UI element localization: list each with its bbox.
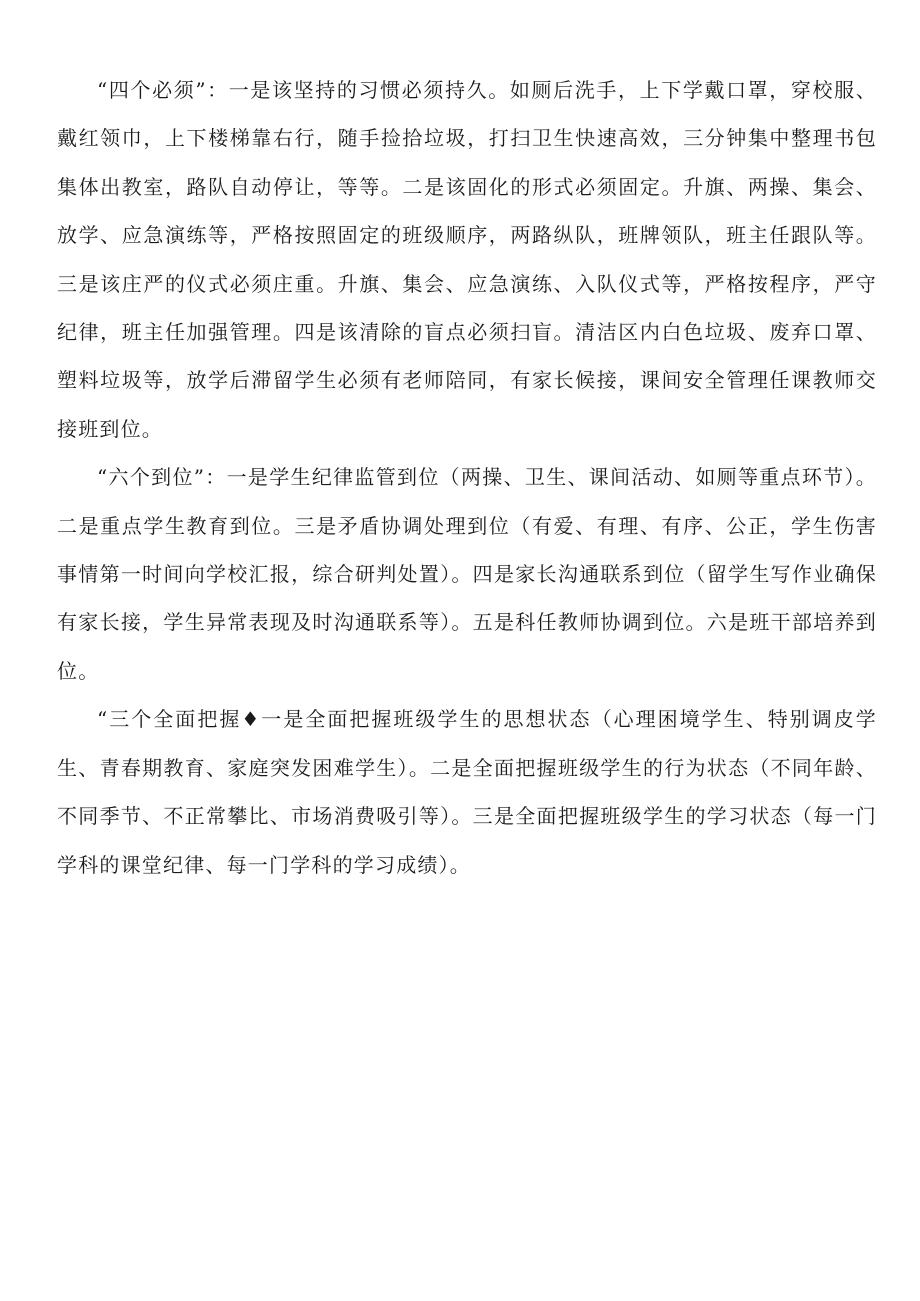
paragraph-four-musts: “四个必须”：一是该坚持的习惯必须持久。如厕后洗手，上下学戴口罩，穿校服、戴红领巾，上下楼梯靠右行，随手捡拾垃圾，打扫卫生快速高效，三分钟集中整理书包集体出教室，路队自动停让，等等。二是该固化的形式必须固定。升旗、两操、集会、放学、应急演练等，严格按照固定的班级顺序，两路纵队，班牌领队，班主任跟队等。三是该庄严的仪式必须庄重。升旗、集会、应急演练、入队仪式等，严格按程序，严守纪律，班主任加强管理。四是该清除的盲点必须扫盲。清洁区内白色垃圾、废弃口罩、塑料垃圾等，放学后滞留学生必须有老师陪同，有家长候接，课间安全管理任课教师交接班到位。	[57, 78, 877, 441]
document-body	[57, 66, 877, 889]
paragraph-six-in-place: “六个到位”：一是学生纪律监管到位（两操、卫生、课间活动、如厕等重点环节）。二是重点学生教育到位。三是矛盾协调处理到位（有爱、有理、有序、公正，学生伤害事情第一时间向学校汇报，综合研判处置）。四是家长沟通联系到位（留学生写作业确保有家长接，学生异常表现及时沟通联系等）。五是科任教师协调到位。六是班干部培养到位。	[57, 465, 877, 683]
paragraph-three-comprehensive: “三个全面把握♦一是全面把握班级学生的思想状态（心理困境学生、特别调皮学生、青春期教育、家庭突发困难学生）。二是全面把握班级学生的行为状态（不同年龄、不同季节、不正常攀比、市场消费吸引等）。三是全面把握班级学生的学习状态（每一门学科的课堂纪律、每一门学科的学习成绩）。	[57, 707, 877, 877]
